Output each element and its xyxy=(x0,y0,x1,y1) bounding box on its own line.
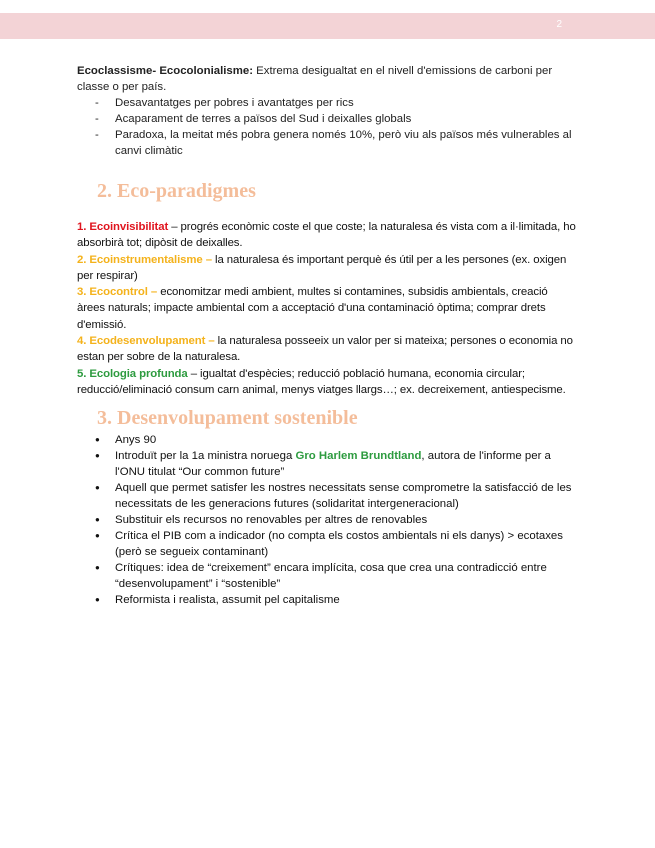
list-item-text: Introduït per la 1a ministra noruega xyxy=(115,450,296,463)
paradigm-text: igualtat d'espècies; reducció població humana, economia circular; reducció/eliminació consum carn animal, menys viatges llargs…; ex. decreixement, antiespecisme. xyxy=(77,367,566,396)
intro-paragraph xyxy=(77,63,577,95)
paradigm-term: 5. Ecologia profunda xyxy=(77,367,188,380)
paradigm-item xyxy=(77,333,577,366)
paradigm-item xyxy=(77,366,577,399)
paradigm-text: economitzar medi ambient, multes si contamines, subsidis ambientals, creació àrees naturals; impacte ambiental com a acceptació d'una contaminació òptima; comprar drets d'emissió. xyxy=(77,286,548,331)
list-item: ● Crítica el PIB com a indicador (no compta els costos ambientals ni els danys) > ecotaxes (però se segueix contaminant) xyxy=(95,528,577,560)
document-body xyxy=(77,63,577,608)
list-item: ● Crítiques: idea de “creixement” encara implícita, cosa que crea una contradicció entre “desenvolupament” i “sostenible” xyxy=(95,560,577,592)
page-header-bar xyxy=(0,13,655,39)
list-item: - Paradoxa, la meitat més pobra genera només 10%, però viu als països més vulnerables al canvi climàtic xyxy=(95,127,577,159)
paradigm-item xyxy=(77,252,577,285)
paradigm-list xyxy=(77,219,577,398)
paradigm-term: 3. Ecocontrol – xyxy=(77,286,161,299)
list-item: ● Substituir els recursos no renovables per altres de renovables xyxy=(95,512,577,528)
list-item: ● Reformista i realista, assumit pel capitalisme xyxy=(95,592,577,608)
sostenible-bullet-list xyxy=(77,432,577,608)
paradigm-item xyxy=(77,284,577,333)
paradigm-term: 1. Ecoinvisibilitat xyxy=(77,221,169,233)
section-heading-eco-paradigmes: 2. Eco-paradigmes xyxy=(97,180,256,202)
paradigm-text: progrés econòmic coste el que coste; la naturalesa és vista com a il·limitada, ho absorbirà tot; dipòsit de deixalles. xyxy=(77,221,576,250)
list-item: ● Aquell que permet satisfer les nostres necessitats sense comprometre la satisfacció de les necessitats de les generacions futures (solidaritat intergeneracional) xyxy=(95,480,577,512)
list-item: - Acaparament de terres a països del Sud i deixalles globals xyxy=(95,111,577,127)
list-item: ● Anys 90 xyxy=(95,432,577,448)
paradigm-term: 2. Ecoinstrumentalisme – xyxy=(77,253,216,266)
paradigm-separator: – xyxy=(168,221,181,233)
intro-term: Ecoclassisme- Ecocolonialisme: xyxy=(77,65,253,77)
paradigm-term: 4. Ecodesenvolupament – xyxy=(77,335,218,348)
paradigm-separator: – xyxy=(187,367,201,380)
section-heading-desenvolupament-sostenible: 3. Desenvolupament sostenible xyxy=(97,407,358,430)
page-number: 2 xyxy=(556,19,562,30)
paradigm-text: la naturalesa és important perquè és útil per a les persones (ex. oxigen per respirar) xyxy=(77,253,567,282)
intro-dash-list xyxy=(77,95,577,159)
brundtland-name: Gro Harlem Brundtland xyxy=(295,450,422,463)
paradigm-item xyxy=(77,219,577,252)
list-item: - Desavantatges per pobres i avantatges per rics xyxy=(95,95,577,111)
intro-text: Extrema desigualtat en el nivell d'emissions de carboni per classe o per país. xyxy=(77,65,553,93)
paradigm-text: la naturalesa posseeix un valor per si mateixa; persones o economia no estan per sobre de la naturalesa. xyxy=(77,335,573,364)
list-item xyxy=(95,448,577,480)
list-item-text: , autora de l'informe per a l'ONU titulat “Our common future” xyxy=(115,450,551,479)
